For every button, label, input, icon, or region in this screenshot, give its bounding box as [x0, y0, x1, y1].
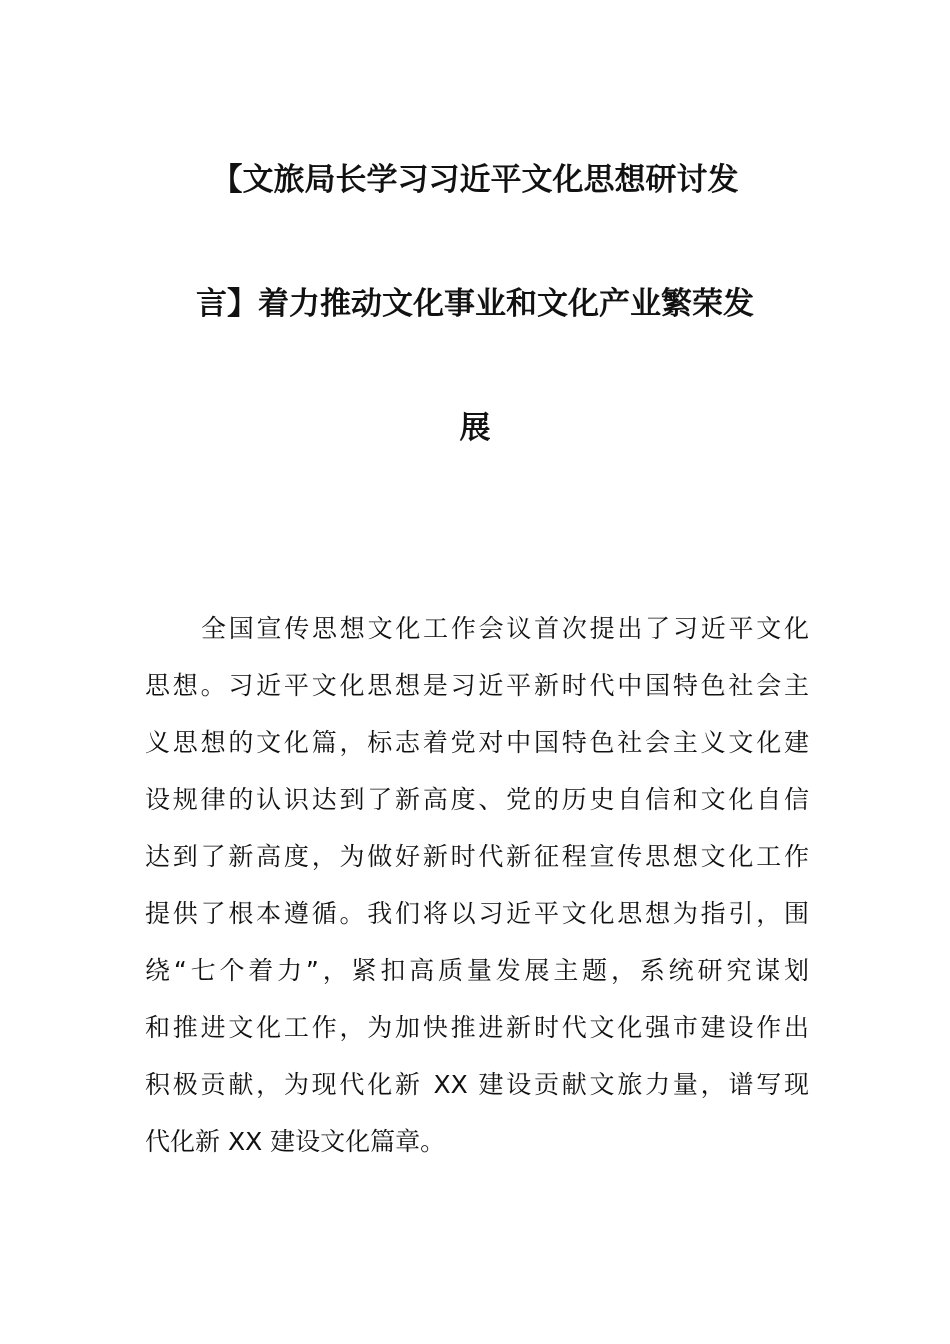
document-title — [150, 150, 800, 522]
paragraph-line-1: 全国宣传思想文化工作会议首次提出了习近平文化 — [201, 614, 809, 643]
paragraph-line-9: 积极贡献，为现代化新 XX 建设贡献文旅力量，谱写现 — [145, 1070, 809, 1099]
paragraph-line-4: 设规律的认识达到了新高度、党的历史自信和文化自信 — [145, 785, 809, 814]
title-line-1: 【文旅局长学习习近平文化思想研讨发 — [211, 162, 739, 198]
paragraph-line-6: 提供了根本遵循。我们将以习近平文化思想为指引，围 — [145, 899, 809, 928]
paragraph-line-2: 思想。习近平文化思想是习近平新时代中国特色社会主 — [145, 671, 809, 700]
title-line-2: 言】着力推动文化事业和文化产业繁荣发 — [196, 286, 754, 322]
paragraph-line-10: 代化新 XX 建设文化篇章。 — [145, 1127, 446, 1156]
body-paragraph — [145, 600, 809, 1170]
paragraph-line-5: 达到了新高度，为做好新时代新征程宣传思想文化工作 — [145, 842, 809, 871]
title-line-3: 展 — [459, 410, 491, 446]
paragraph-line-7: 绕“七个着力”，紧扣高质量发展主题，系统研究谋划 — [145, 956, 809, 985]
paragraph-line-8: 和推进文化工作，为加快推进新时代文化强市建设作出 — [145, 1013, 809, 1042]
paragraph-line-3: 义思想的文化篇，标志着党对中国特色社会主义文化建 — [145, 728, 809, 757]
